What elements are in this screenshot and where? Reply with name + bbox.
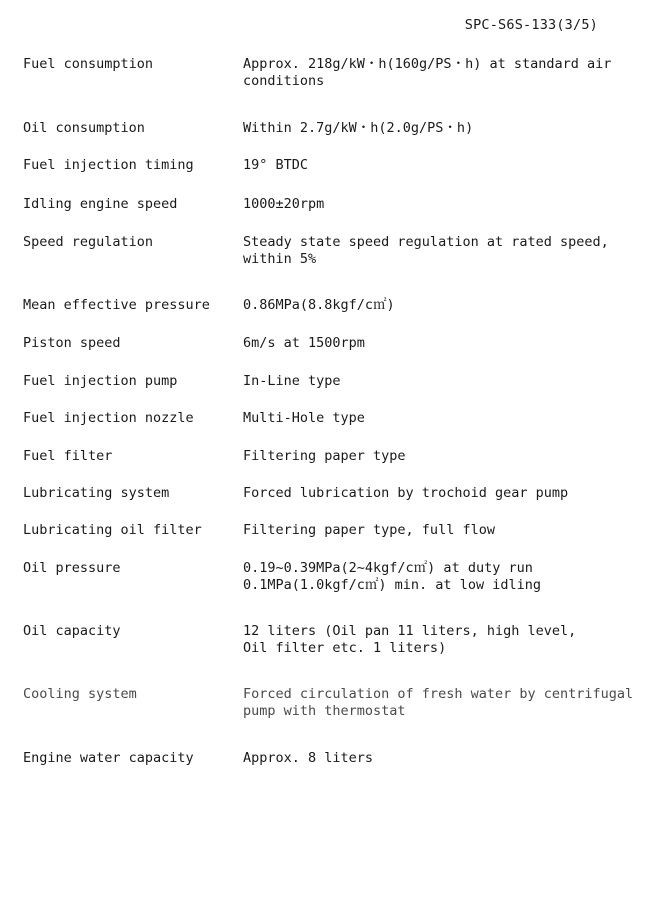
spec-label: Cooling system [23,686,137,702]
spec-value [243,56,623,90]
spec-value-line: 0.86MPa(8.8kgf/c㎡) [243,297,395,313]
spec-label: Fuel filter [23,448,113,464]
spec-value [243,335,623,352]
spec-label: Fuel consumption [23,56,154,72]
spec-value-line: conditions [243,73,325,89]
spec-value [243,120,623,137]
spec-label: Oil pressure [23,560,121,576]
spec-value-line: Oil filter etc. 1 liters) [243,640,447,656]
spec-label: Idling engine speed [23,196,178,212]
spec-value-line: pump with thermostat [243,703,406,719]
spec-value [243,373,623,390]
spec-value-line: 1000±20rpm [243,196,325,212]
spec-value-line: In-Line type [243,373,341,389]
spec-value-line: Approx. 8 liters [243,750,374,766]
spec-value [243,522,623,539]
spec-label: Oil capacity [23,623,121,639]
spec-value [243,623,623,657]
spec-value-line: Forced circulation of fresh water by centrifugal [243,686,634,702]
spec-label: Lubricating system [23,485,170,501]
spec-value-line: Steady state speed regulation at rated speed, [243,234,609,250]
spec-value-line: 12 liters (Oil pan 11 liters, high level, [243,623,577,639]
spec-value-line: 0.19~0.39MPa(2~4kgf/c㎡) at duty run [243,560,533,576]
document-code: SPC-S6S-133(3/5) [464,17,598,33]
spec-label: Engine water capacity [23,750,194,766]
spec-label: Lubricating oil filter [23,522,202,538]
spec-value [243,157,623,174]
spec-value-line: Within 2.7g/kW・h(2.0g/PS・h) [243,120,474,136]
spec-label: Piston speed [23,335,121,351]
spec-value-line: Filtering paper type [243,448,406,464]
spec-value [243,485,623,502]
spec-value [243,297,623,314]
spec-value-line: 19° BTDC [243,157,309,173]
spec-label: Fuel injection nozzle [23,410,194,426]
spec-value [243,686,634,720]
spec-label: Fuel injection pump [23,373,178,389]
spec-value [243,560,623,594]
spec-value-line: within 5% [243,251,317,267]
spec-label: Fuel injection timing [23,157,194,173]
spec-value-line: Approx. 218g/kW・h(160g/PS・h) at standard air [243,56,612,72]
spec-value-line: Multi-Hole type [243,410,365,426]
spec-label: Oil consumption [23,120,145,136]
spec-value [243,750,623,767]
spec-value-line: Filtering paper type, full flow [243,522,495,538]
spec-value [243,448,623,465]
spec-value-line: Forced lubrication by trochoid gear pump [243,485,569,501]
spec-value-line: 6m/s at 1500rpm [243,335,365,351]
spec-value [243,410,623,427]
spec-value-line: 0.1MPa(1.0kgf/c㎡) min. at low idling [243,577,541,593]
spec-value [243,196,623,213]
spec-label: Speed regulation [23,234,154,250]
spec-value [243,234,623,268]
spec-label: Mean effective pressure [23,297,210,313]
